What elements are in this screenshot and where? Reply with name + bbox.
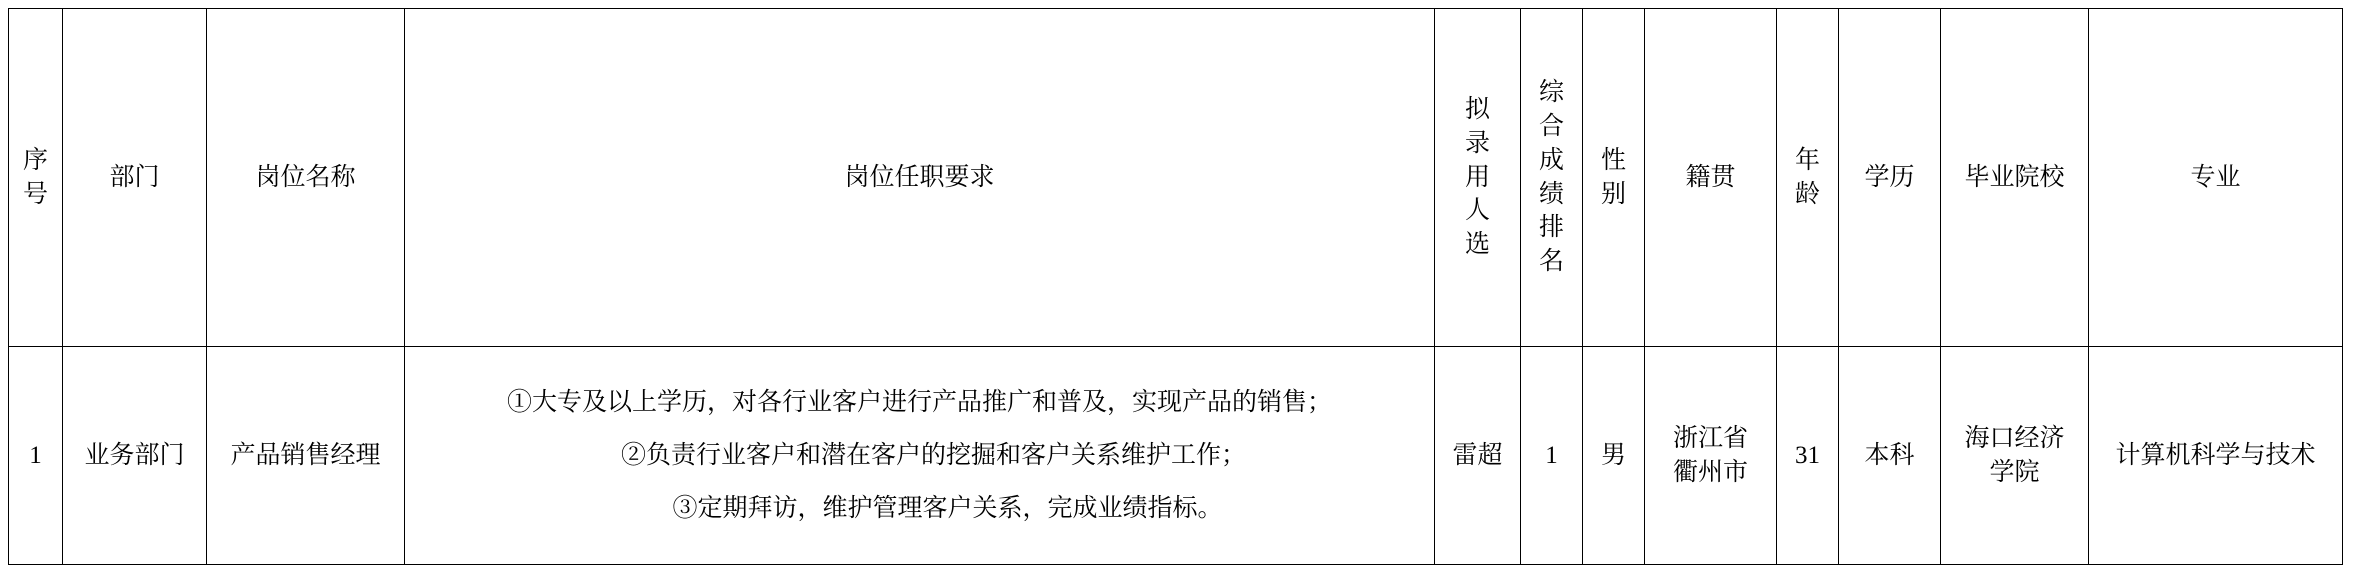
header-requirements: 岗位任职要求 — [405, 9, 1435, 347]
header-gender-char-2: 别 — [1600, 180, 1626, 208]
header-score-rank-char-1: 综 — [1538, 79, 1564, 107]
header-seq-char-2: 号 — [22, 180, 48, 208]
header-age-char-1: 年 — [1794, 146, 1820, 174]
cell-candidate: 雷超 — [1435, 347, 1521, 565]
requirement-line-1: ①大专及以上学历，对各行业客户进行产品推广和普及，实现产品的销售； — [506, 389, 1332, 416]
cell-origin — [1645, 347, 1777, 565]
header-candidate-char-1: 拟 — [1464, 96, 1490, 124]
cell-position: 产品销售经理 — [207, 347, 405, 565]
recruitment-table — [8, 8, 2343, 565]
header-candidate — [1435, 9, 1521, 347]
header-score-rank-char-4: 绩 — [1538, 180, 1564, 208]
cell-score-rank: 1 — [1521, 347, 1583, 565]
header-score-rank-char-5: 排 — [1538, 214, 1564, 242]
header-school: 毕业院校 — [1941, 9, 2089, 347]
table-row — [9, 347, 2343, 565]
cell-school-line-2: 学院 — [1989, 458, 2040, 486]
document-page — [0, 8, 2356, 575]
header-score-rank-char-3: 成 — [1538, 146, 1564, 174]
header-position: 岗位名称 — [207, 9, 405, 347]
cell-age: 31 — [1777, 347, 1839, 565]
cell-education: 本科 — [1839, 347, 1941, 565]
header-score-rank — [1521, 9, 1583, 347]
cell-origin-line-1: 浙江省 — [1672, 424, 1748, 452]
header-education: 学历 — [1839, 9, 1941, 347]
cell-origin-line-2: 衢州市 — [1672, 458, 1748, 486]
header-score-rank-char-6: 名 — [1538, 248, 1564, 275]
cell-school-line-1: 海口经济 — [1964, 424, 2065, 452]
header-gender — [1583, 9, 1645, 347]
cell-requirements — [405, 347, 1435, 565]
requirement-line-2: ②负责行业客户和潜在客户的挖掘和客户关系维护工作； — [620, 442, 1246, 469]
header-major: 专业 — [2089, 9, 2343, 347]
header-department: 部门 — [63, 9, 207, 347]
header-age-char-2: 龄 — [1794, 180, 1820, 208]
header-gender-char-1: 性 — [1600, 146, 1626, 174]
header-seq — [9, 9, 63, 347]
cell-department: 业务部门 — [63, 347, 207, 565]
header-candidate-char-5: 选 — [1464, 231, 1490, 259]
cell-seq: 1 — [9, 347, 63, 565]
cell-gender: 男 — [1583, 347, 1645, 565]
header-candidate-char-2: 录 — [1464, 129, 1490, 157]
header-candidate-char-3: 用 — [1464, 163, 1490, 191]
header-origin: 籍贯 — [1645, 9, 1777, 347]
requirement-line-3: ③定期拜访，维护管理客户关系，完成业绩指标。 — [672, 495, 1223, 522]
cell-major: 计算机科学与技术 — [2089, 347, 2343, 565]
header-score-rank-char-2: 合 — [1538, 113, 1564, 140]
table-header-row — [9, 9, 2343, 347]
header-seq-char-1: 序 — [22, 146, 48, 174]
header-age — [1777, 9, 1839, 347]
cell-school — [1941, 347, 2089, 565]
header-candidate-char-4: 人 — [1464, 197, 1490, 225]
